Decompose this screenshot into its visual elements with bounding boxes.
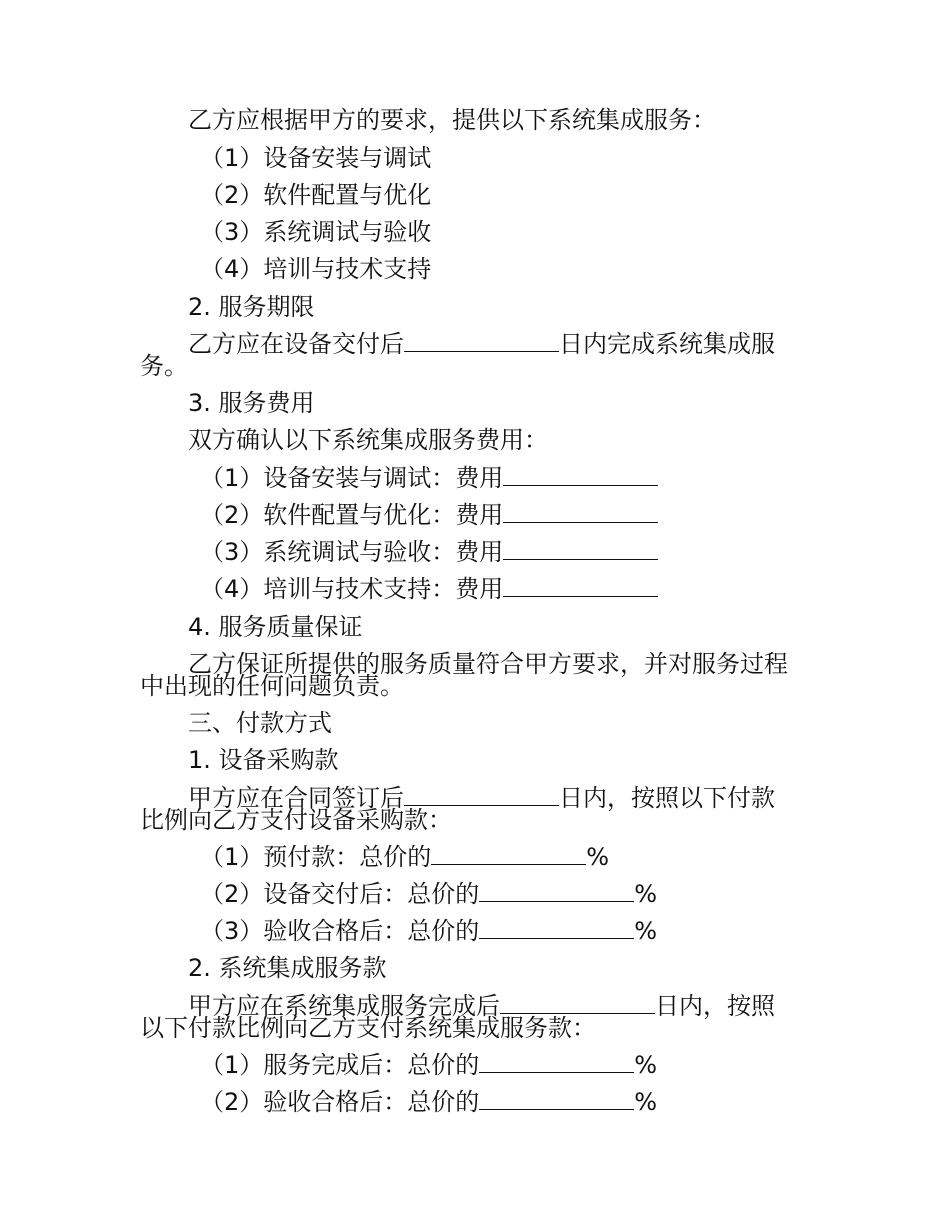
integration-payment-heading: 2. 系统集成服务款 xyxy=(188,954,387,982)
blank-field xyxy=(503,463,658,486)
quality-heading: 4. 服务质量保证 xyxy=(188,613,363,641)
list-item xyxy=(200,1050,657,1080)
services-intro xyxy=(188,105,716,135)
section-heading xyxy=(188,292,315,322)
list-item xyxy=(200,254,431,284)
equipment-payment-text-a: 甲方应在合同签订后 xyxy=(188,784,404,812)
quality-text-a: 乙方保证所提供的服务质量符合甲方要求，并对服务过程 xyxy=(188,650,788,678)
integration-payment-item-2: （2）验收合格后：总价的 xyxy=(200,1088,480,1116)
percent-sign: % xyxy=(634,917,658,945)
percent-sign: % xyxy=(586,843,610,871)
list-item xyxy=(200,879,657,909)
blank-field xyxy=(479,1087,634,1110)
service-period-text-a: 乙方应在设备交付后 xyxy=(188,330,404,358)
blank-field xyxy=(479,1050,634,1073)
fee-item-3: （3）系统调试与验收：费用 xyxy=(200,538,504,566)
service-period-text-c: 务。 xyxy=(140,352,188,380)
list-item xyxy=(200,463,658,493)
section-heading xyxy=(188,388,315,418)
integration-payment-text-a: 甲方应在系统集成服务完成后 xyxy=(188,992,500,1020)
list-item xyxy=(200,574,658,604)
section-heading xyxy=(188,953,387,983)
list-item xyxy=(200,537,658,567)
fee-item-2: （2）软件配置与优化：费用 xyxy=(200,501,504,529)
blank-field xyxy=(479,879,634,902)
paragraph-continuation xyxy=(140,671,404,701)
service-period-heading: 2. 服务期限 xyxy=(188,293,315,321)
service-item-3: （3）系统调试与验收 xyxy=(200,218,432,246)
fee-item-4: （4）培训与技术支持：费用 xyxy=(200,575,504,603)
services-intro-text: 乙方应根据甲方的要求，提供以下系统集成服务： xyxy=(188,106,716,134)
list-item xyxy=(200,842,609,872)
equipment-payment-item-2: （2）设备交付后：总价的 xyxy=(200,880,480,908)
quality-text-b: 中出现的任何问题负责。 xyxy=(140,672,404,700)
list-item xyxy=(200,500,658,530)
service-item-1: （1）设备安装与调试 xyxy=(200,144,432,172)
percent-sign: % xyxy=(634,1088,658,1116)
paragraph-line xyxy=(188,329,775,359)
service-fee-heading: 3. 服务费用 xyxy=(188,389,315,417)
fee-item-1: （1）设备安装与调试：费用 xyxy=(200,464,504,492)
blank-field xyxy=(503,500,658,523)
integration-payment-text-c: 以下付款比例向乙方支付系统集成服务款： xyxy=(140,1014,596,1042)
equipment-payment-text-b: 日内，按照以下付款 xyxy=(559,784,775,812)
paragraph-line xyxy=(188,425,548,455)
paragraph-continuation xyxy=(140,805,452,835)
equipment-payment-item-3: （3）验收合格后：总价的 xyxy=(200,917,480,945)
list-item xyxy=(200,217,431,247)
blank-field xyxy=(479,916,634,939)
blank-field xyxy=(500,991,655,1014)
paragraph-continuation xyxy=(140,351,188,381)
service-item-4: （4）培训与技术支持 xyxy=(200,255,432,283)
list-item xyxy=(200,1087,657,1117)
integration-payment-item-1: （1）服务完成后：总价的 xyxy=(200,1051,480,1079)
blank-field xyxy=(404,783,559,806)
blank-field xyxy=(503,537,658,560)
service-period-text-b: 日内完成系统集成服 xyxy=(559,330,775,358)
service-fee-intro: 双方确认以下系统集成服务费用： xyxy=(188,426,548,454)
payment-method-heading: 三、付款方式 xyxy=(188,709,332,737)
integration-payment-text-b: 日内，按照 xyxy=(655,992,775,1020)
paragraph-continuation xyxy=(140,1013,596,1043)
equipment-payment-heading: 1. 设备采购款 xyxy=(188,746,339,774)
part-heading xyxy=(188,708,332,738)
blank-field xyxy=(503,574,658,597)
list-item xyxy=(200,916,657,946)
section-heading xyxy=(188,745,339,775)
equipment-payment-text-c: 比例向乙方支付设备采购款： xyxy=(140,806,452,834)
percent-sign: % xyxy=(634,880,658,908)
list-item xyxy=(200,143,431,173)
service-item-2: （2）软件配置与优化 xyxy=(200,181,432,209)
equipment-payment-item-1: （1）预付款：总价的 xyxy=(200,843,432,871)
percent-sign: % xyxy=(634,1051,658,1079)
blank-field xyxy=(404,329,559,352)
blank-field xyxy=(431,842,586,865)
section-heading xyxy=(188,612,363,642)
list-item xyxy=(200,180,431,210)
